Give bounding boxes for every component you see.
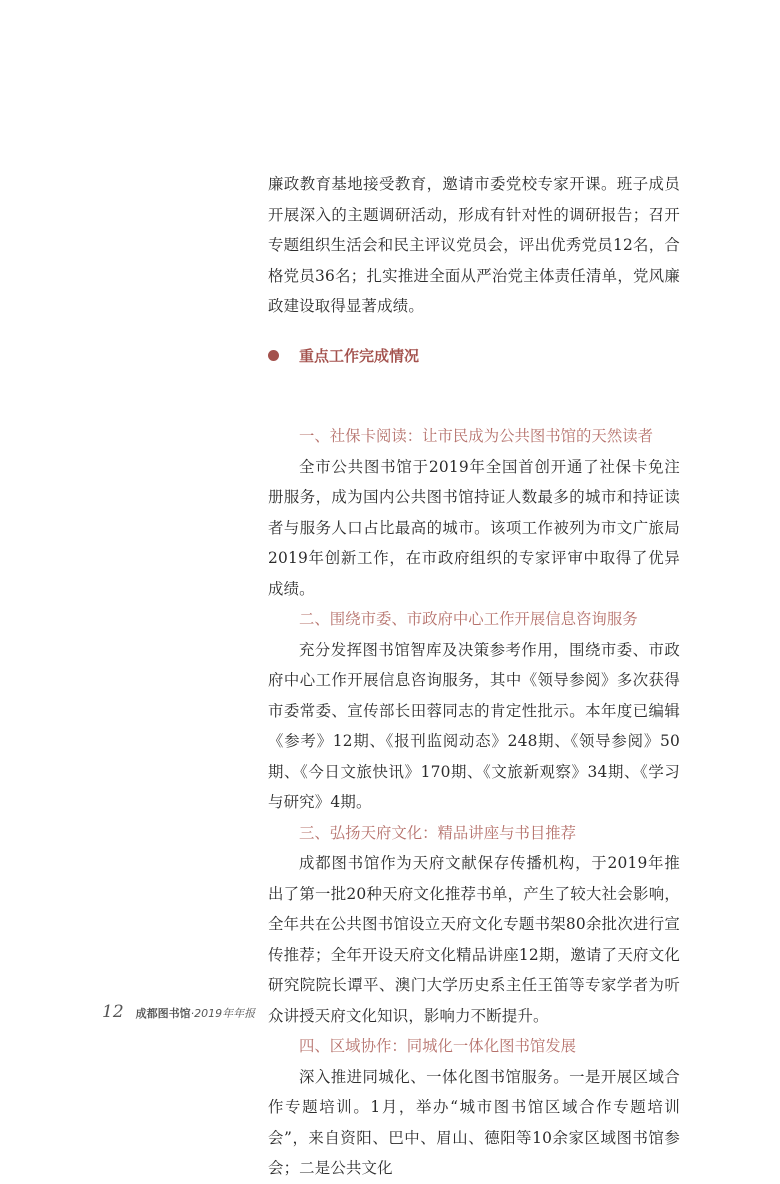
subsection-1-body: 全市公共图书馆于2019年全国首创开通了社保卡免注册服务，成为国内公共图书馆持证人数最多的城市和持证读者与服务人口占比最高的城市。该项工作被列为市文广旅局2019年创新工作，在市政府组织的专家评审中取得了优异成绩。 bbox=[268, 457, 680, 598]
subsection-4-heading: 四、区域协作：同城化一体化图书馆发展 bbox=[299, 1037, 577, 1055]
subsections-block bbox=[268, 421, 680, 1184]
footer-separator: · bbox=[190, 1007, 195, 1020]
section-header bbox=[268, 345, 419, 366]
section-title: 重点工作完成情况 bbox=[299, 347, 420, 365]
page-footer bbox=[102, 1002, 255, 1022]
bullet-dot-icon bbox=[268, 350, 279, 361]
page-number: 12 bbox=[102, 1002, 124, 1022]
footer-publication: 成都图书馆 bbox=[135, 1007, 191, 1020]
intro-paragraph: 廉政教育基地接受教育，邀请市委党校专家开课。班子成员开展深入的主题调研活动，形成有针对性的调研报告；召开专题组织生活会和民主评议党员会，评出优秀党员12名，合格党员36名；扎实推进全面从严治党主体责任清单，党风廉政建设取得显著成绩。 bbox=[268, 175, 680, 315]
subsection-3-heading: 三、弘扬天府文化：精品讲座与书目推荐 bbox=[299, 823, 577, 842]
intro-block bbox=[268, 169, 680, 322]
subsection-4-body: 深入推进同城化、一体化图书馆服务。一是开展区域合作专题培训。1月，举办“城市图书馆区域合作专题培训会”，来自资阳、巴中、眉山、德阳等10余家区域图书馆参会；二是公共文化 bbox=[268, 1067, 680, 1177]
subsection-3-body: 成都图书馆作为天府文献保存传播机构，于2019年推出了第一批20种天府文化推荐书单，产生了较大社会影响，全年共在公共图书馆设立天府文化专题书架80余批次进行宣传推荐；全年开设天府文化精品讲座12期，邀请了天府文化研究院院长谭平、澳门大学历史系主任王笛等专家学者为听众讲授天府文化知识，影响力不断提升。 bbox=[268, 854, 680, 1025]
subsection-2-body: 充分发挥图书馆智库及决策参考作用，围绕市委、市政府中心工作开展信息咨询服务，其中《领导参阅》多次获得市委常委、宣传部长田蓉同志的肯定性批示。本年度已编辑《参考》12期、《报刊监阅动态》248期、《领导参阅》50期、《今日文旅快讯》170期、《文旅新观察》34期、《学习与研究》4期。 bbox=[268, 640, 680, 811]
subsection-2-heading: 二、围绕市委、市政府中心工作开展信息咨询服务 bbox=[299, 610, 638, 628]
subsection-1-heading: 一、社保卡阅读：让市民成为公共图书馆的天然读者 bbox=[299, 427, 653, 445]
footer-report: 2019年年报 bbox=[194, 1007, 256, 1020]
